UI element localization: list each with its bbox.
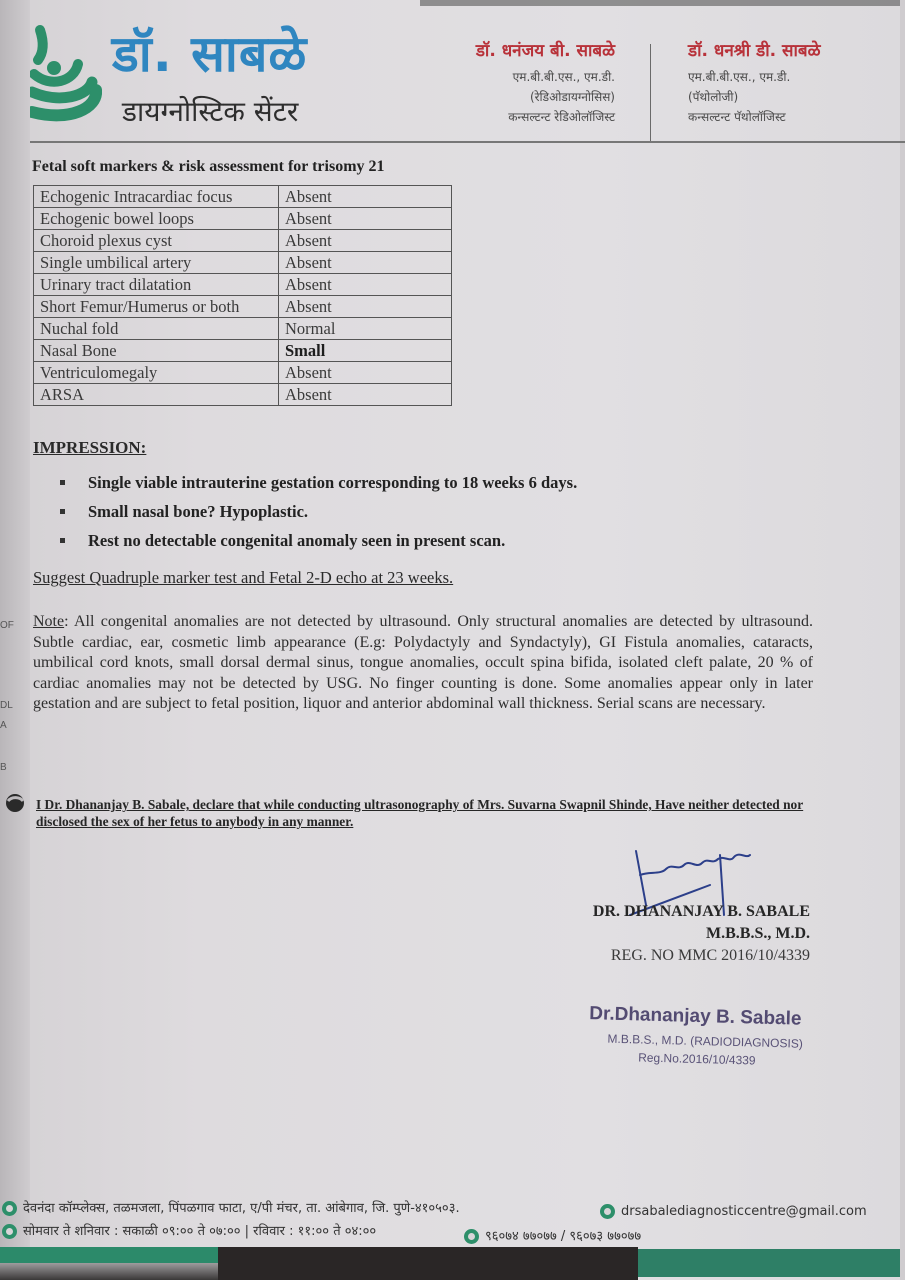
table-row [34, 186, 452, 208]
doctor1-name: डॉ. धनंजय बी. साबळे [475, 41, 615, 61]
note-label: Note [33, 613, 65, 630]
table-row [34, 340, 452, 362]
margin-fragment: B [0, 762, 7, 773]
note-text: : All congenital anomalies are not detected by ultrasound. Only structural anomalies are detected by ultrasound. Subtle cardiac, ear, cosmetic limb appearance (E.g: Polydactyly and Syndactyly), GI Fistula anomalies, cataracts, umbilical cord knots, small dorsal dermal sinus, tongue anomalies, occult spina bifida, isolated cleft palate, 20 % of cardiac anomalies may not be detected by USG. No finger counting is done. Some anomalies appear only in later gestation and are subject to fetal position, liquor and anterior abdominal wall thickness. Serial scans are necessary. [33, 613, 813, 712]
marker-value: Absent [279, 274, 452, 296]
list-item: Rest no detectable congenital anomaly seen in present scan. [60, 526, 577, 555]
marker-name: Ventriculomegaly [34, 362, 279, 384]
suggestion: Suggest Quadruple marker test and Fetal 2-D echo at 23 weeks. [33, 568, 454, 587]
footer-hours: सोमवार ते शनिवार : सकाळी ०९:०० ते ०७:०० | रविवार : ११:०० ते ०४:०० [23, 1224, 377, 1239]
footer-address-row [2, 1198, 460, 1216]
table-row [34, 318, 452, 340]
doctor1-block [410, 38, 615, 127]
margin-fragment: A [0, 720, 7, 731]
declaration: I Dr. Dhananjay B. Sabale, declare that while conducting ultrasonography of Mrs. Suvarna Swapnil Shinde, Have neither detected nor disclosed the sex of her fetus to anybody in any manner. [36, 797, 804, 829]
marker-name: Single umbilical artery [34, 252, 279, 274]
marker-value: Absent [279, 208, 452, 230]
footer-bar-dark [218, 1247, 638, 1280]
doctor1-specialty: (रेडिओडायग्नोसिस) [529, 90, 615, 104]
doctor2-role: कन्सल्टन्ट पॅथोलॉजिस्ट [688, 110, 786, 124]
footer-bar-green-right [638, 1249, 900, 1277]
marker-name: Urinary tract dilatation [34, 274, 279, 296]
doctor-stamp [579, 1003, 815, 1069]
doctor1-role: कन्सल्टन्ट रेडिओलॉजिस्ट [508, 110, 615, 124]
footer-phone-row [464, 1226, 641, 1244]
marker-name: Choroid plexus cyst [34, 230, 279, 252]
footer-address: देवनंदा कॉम्प्लेक्स, तळमजला, पिंपळगाव फाटा, ए/पी मंचर, ता. आंबेगाव, जि. पुणे-४१०५०३. [23, 1201, 460, 1216]
marker-value: Absent [279, 230, 452, 252]
marker-value: Small [279, 340, 452, 362]
marker-value: Absent [279, 296, 452, 318]
marker-value: Normal [279, 318, 452, 340]
phone-icon [464, 1229, 479, 1244]
table-row [34, 362, 452, 384]
list-item: Single viable intrauterine gestation corresponding to 18 weeks 6 days. [60, 468, 577, 497]
footer-hours-row [2, 1221, 376, 1239]
header-rule [30, 141, 905, 143]
doctor2-specialty: (पॅथोलोजी) [688, 90, 739, 104]
stamp-name: Dr.Dhananjay B. Sabale [589, 1003, 802, 1030]
footer-email-row [600, 1204, 867, 1222]
impression-list [60, 468, 577, 555]
signatory-reg: REG. NO MMC 2016/10/4339 [610, 947, 810, 964]
list-item: Small nasal bone? Hypoplastic. [60, 497, 577, 526]
impression-heading: IMPRESSION: [33, 438, 147, 457]
footer-bottom-edge [0, 1263, 218, 1280]
marker-value: Absent [279, 252, 452, 274]
footer-phones: ९६०७४ ७७०७७ / ९६०७३ ७७०७७ [485, 1229, 642, 1244]
signature-block [593, 903, 810, 969]
right-edge [900, 0, 905, 1280]
marker-name: Nuchal fold [34, 318, 279, 340]
doctor2-degree: एम.बी.बी.एस., एम.डी. [688, 70, 791, 84]
markers-title: Fetal soft markers & risk assessment for trisomy 21 [32, 158, 385, 175]
top-edge [420, 0, 905, 6]
table-row [34, 252, 452, 274]
doctor2-block [688, 38, 898, 127]
signatory-name: DR. DHANANJAY B. SABALE [592, 903, 810, 920]
signatory-degree: M.B.B.S., M.D. [706, 925, 810, 942]
stamp-degree: M.B.B.S., M.D. (RADIODIAGNOSIS) [607, 1031, 804, 1051]
header-divider [650, 44, 651, 142]
margin-fragment: OF [0, 620, 14, 631]
table-row [34, 230, 452, 252]
clock-icon [2, 1224, 17, 1239]
footer-bar-green [0, 1247, 218, 1263]
brand-title: डॉ. साबळे [112, 25, 308, 83]
page-edge-shadow [0, 0, 30, 1280]
table-row [34, 296, 452, 318]
note-paragraph [33, 612, 813, 715]
doctor1-degree: एम.बी.बी.एस., एम.डी. [512, 70, 615, 84]
marker-name: Echogenic Intracardiac focus [34, 186, 279, 208]
marker-value: Absent [279, 384, 452, 406]
markers-table [33, 185, 452, 406]
marker-name: Short Femur/Humerus or both [34, 296, 279, 318]
hole-punch-icon [4, 792, 26, 814]
logo-icon [30, 22, 102, 122]
location-pin-icon [2, 1201, 17, 1216]
email-icon [600, 1204, 615, 1219]
doctor2-name: डॉ. धनश्री डी. साबळे [688, 41, 821, 61]
footer-email: drsabalediagnosticcentre@gmail.com [621, 1204, 867, 1219]
table-row [34, 208, 452, 230]
table-row [34, 384, 452, 406]
marker-name: Nasal Bone [34, 340, 279, 362]
table-row [34, 274, 452, 296]
stamp-reg: Reg.No.2016/10/4339 [638, 1050, 756, 1068]
brand-subtitle: डायग्नोस्टिक सेंटर [122, 95, 299, 128]
marker-name: ARSA [34, 384, 279, 406]
marker-value: Absent [279, 362, 452, 384]
marker-value: Absent [279, 186, 452, 208]
margin-fragment: DL [0, 700, 13, 711]
marker-name: Echogenic bowel loops [34, 208, 279, 230]
